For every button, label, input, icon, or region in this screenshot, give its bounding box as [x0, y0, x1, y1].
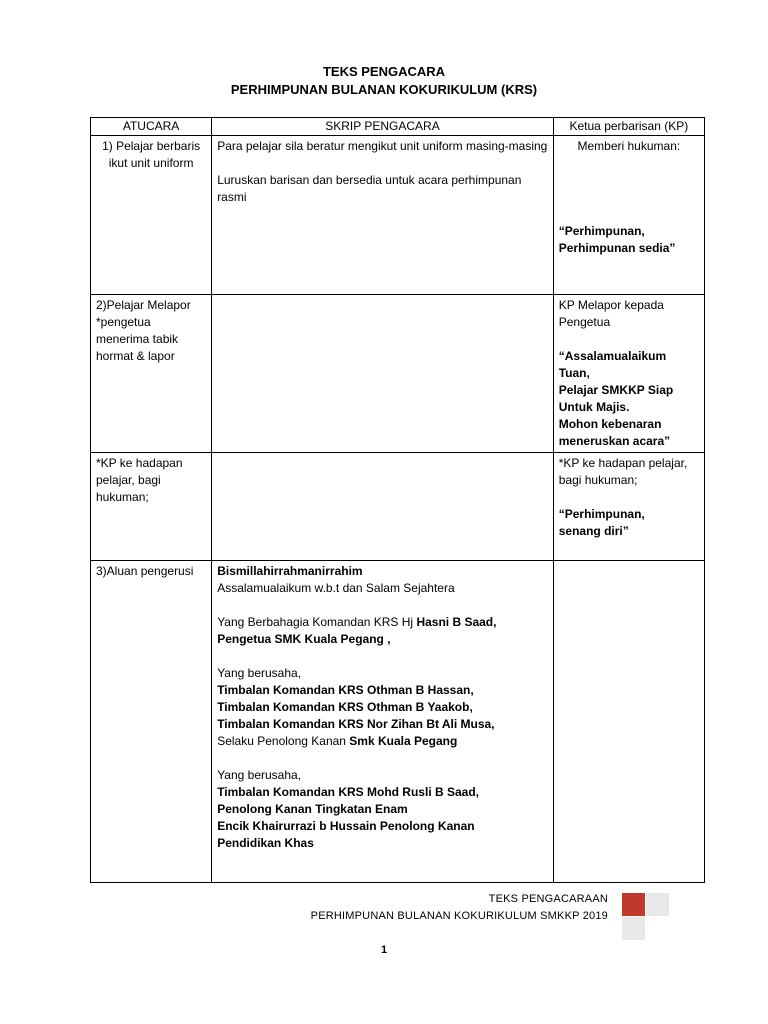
row4-skrip: [212, 561, 554, 883]
program-table: [90, 117, 705, 883]
row2-atucara: [91, 295, 212, 453]
footer-decor-square-grey: [622, 917, 645, 940]
table-row: [91, 561, 705, 883]
row1-atucara: 1) Pelajar berbaris ikut unit uniform: [91, 136, 212, 295]
table-row: [91, 295, 705, 453]
row4-line-1: Bismillahirrahmanirrahim: [217, 564, 363, 578]
row3-ketua-command-2: senang diri”: [558, 524, 629, 538]
row2-skrip: [212, 295, 554, 453]
row3-atucara: *KP ke hadapan pelajar, bagi hukuman;: [91, 453, 212, 561]
row4-line-14: Pendidikan Khas: [217, 836, 314, 850]
row1-ketua-instruction: Memberi hukuman:: [577, 139, 681, 153]
row4-line-9-text: Selaku Penolong Kanan: [217, 734, 350, 748]
row1-skrip-line-1: Para pelajar sila beratur mengikut unit uniform masing-masing: [217, 139, 548, 153]
document-subtitle: PERHIMPUNAN BULANAN KOKURIKULUM (KRS): [230, 82, 538, 97]
footer-subtitle: PERHIMPUNAN BULANAN KOKURIKULUM SMKKP 2019: [310, 910, 608, 922]
row4-line-6: Timbalan Komandan KRS Othman B Hassan,: [217, 683, 474, 697]
row4-line-12: Penolong Kanan Tingkatan Enam: [217, 802, 408, 816]
row4-line-8: Timbalan Komandan KRS Nor Zihan Bt Ali Musa,: [217, 717, 495, 731]
row2-ketua-command-2: Pelajar SMKKP Siap Untuk Majis.: [558, 383, 674, 414]
row2-ketua-instruction: KP Melapor kepada Pengetua: [558, 298, 664, 329]
row1-skrip-line-2: Luruskan barisan dan bersedia untuk acara perhimpunan rasmi: [217, 173, 522, 204]
footer-decor-square-grey: [646, 893, 669, 916]
row4-line-2: Assalamualaikum w.b.t dan Salam Sejahtera: [217, 581, 455, 595]
row1-ketua-command-1: “Perhimpunan,: [558, 224, 645, 238]
row1-ketua: [553, 136, 704, 295]
row4-ketua: [553, 561, 704, 883]
header-skrip: SKRIP PENGACARA: [212, 118, 554, 136]
footer-decor-square-red: [622, 893, 645, 916]
row2-ketua-command-3: Mohon kebenaran meneruskan acara”: [558, 417, 671, 448]
row2-ketua: [553, 295, 704, 453]
row4-line-9: [217, 733, 548, 750]
row1-skrip: [212, 136, 554, 295]
row3-ketua: [553, 453, 704, 561]
row4-line-3-name: Hasni B Saad,: [416, 615, 497, 629]
row4-atucara: 3)Aluan pengerusi: [91, 561, 212, 883]
header-atucara: ATUCARA: [91, 118, 212, 136]
row4-line-3: [217, 614, 548, 631]
row4-line-3-text: Yang Berbahagia Komandan KRS Hj: [217, 615, 417, 629]
row4-line-5: Yang berusaha,: [217, 666, 302, 680]
row2-atucara-line-2: *pengetua menerima tabik hormat & lapor: [96, 315, 179, 363]
page-number: 1: [380, 944, 388, 956]
table-row: [91, 136, 705, 295]
row4-line-4: Pengetua SMK Kuala Pegang ,: [217, 632, 391, 646]
row4-line-7: Timbalan Komandan KRS Othman B Yaakob,: [217, 700, 473, 714]
row2-atucara-line-1: 2)Pelajar Melapor: [96, 298, 191, 312]
footer-title: TEKS PENGACARAAN: [488, 893, 608, 905]
table-header-row: [91, 118, 705, 136]
row4-line-13: Encik Khairurrazi b Hussain Penolong Kanan: [217, 819, 475, 833]
row4-line-9-school: Smk Kuala Pegang: [349, 734, 458, 748]
row3-ketua-instruction: *KP ke hadapan pelajar, bagi hukuman;: [558, 456, 688, 487]
row3-ketua-command-1: “Perhimpunan,: [558, 507, 645, 521]
header-ketua: Ketua perbarisan (KP): [553, 118, 704, 136]
row2-ketua-command-1: “Assalamualaikum Tuan,: [558, 349, 667, 380]
row3-skrip: [212, 453, 554, 561]
row4-line-11: Timbalan Komandan KRS Mohd Rusli B Saad,: [217, 785, 479, 799]
table-row: [91, 453, 705, 561]
row1-ketua-command-2: Perhimpunan sedia”: [558, 241, 676, 255]
row4-line-10: Yang berusaha,: [217, 768, 302, 782]
document-title: TEKS PENGACARA: [322, 64, 446, 79]
